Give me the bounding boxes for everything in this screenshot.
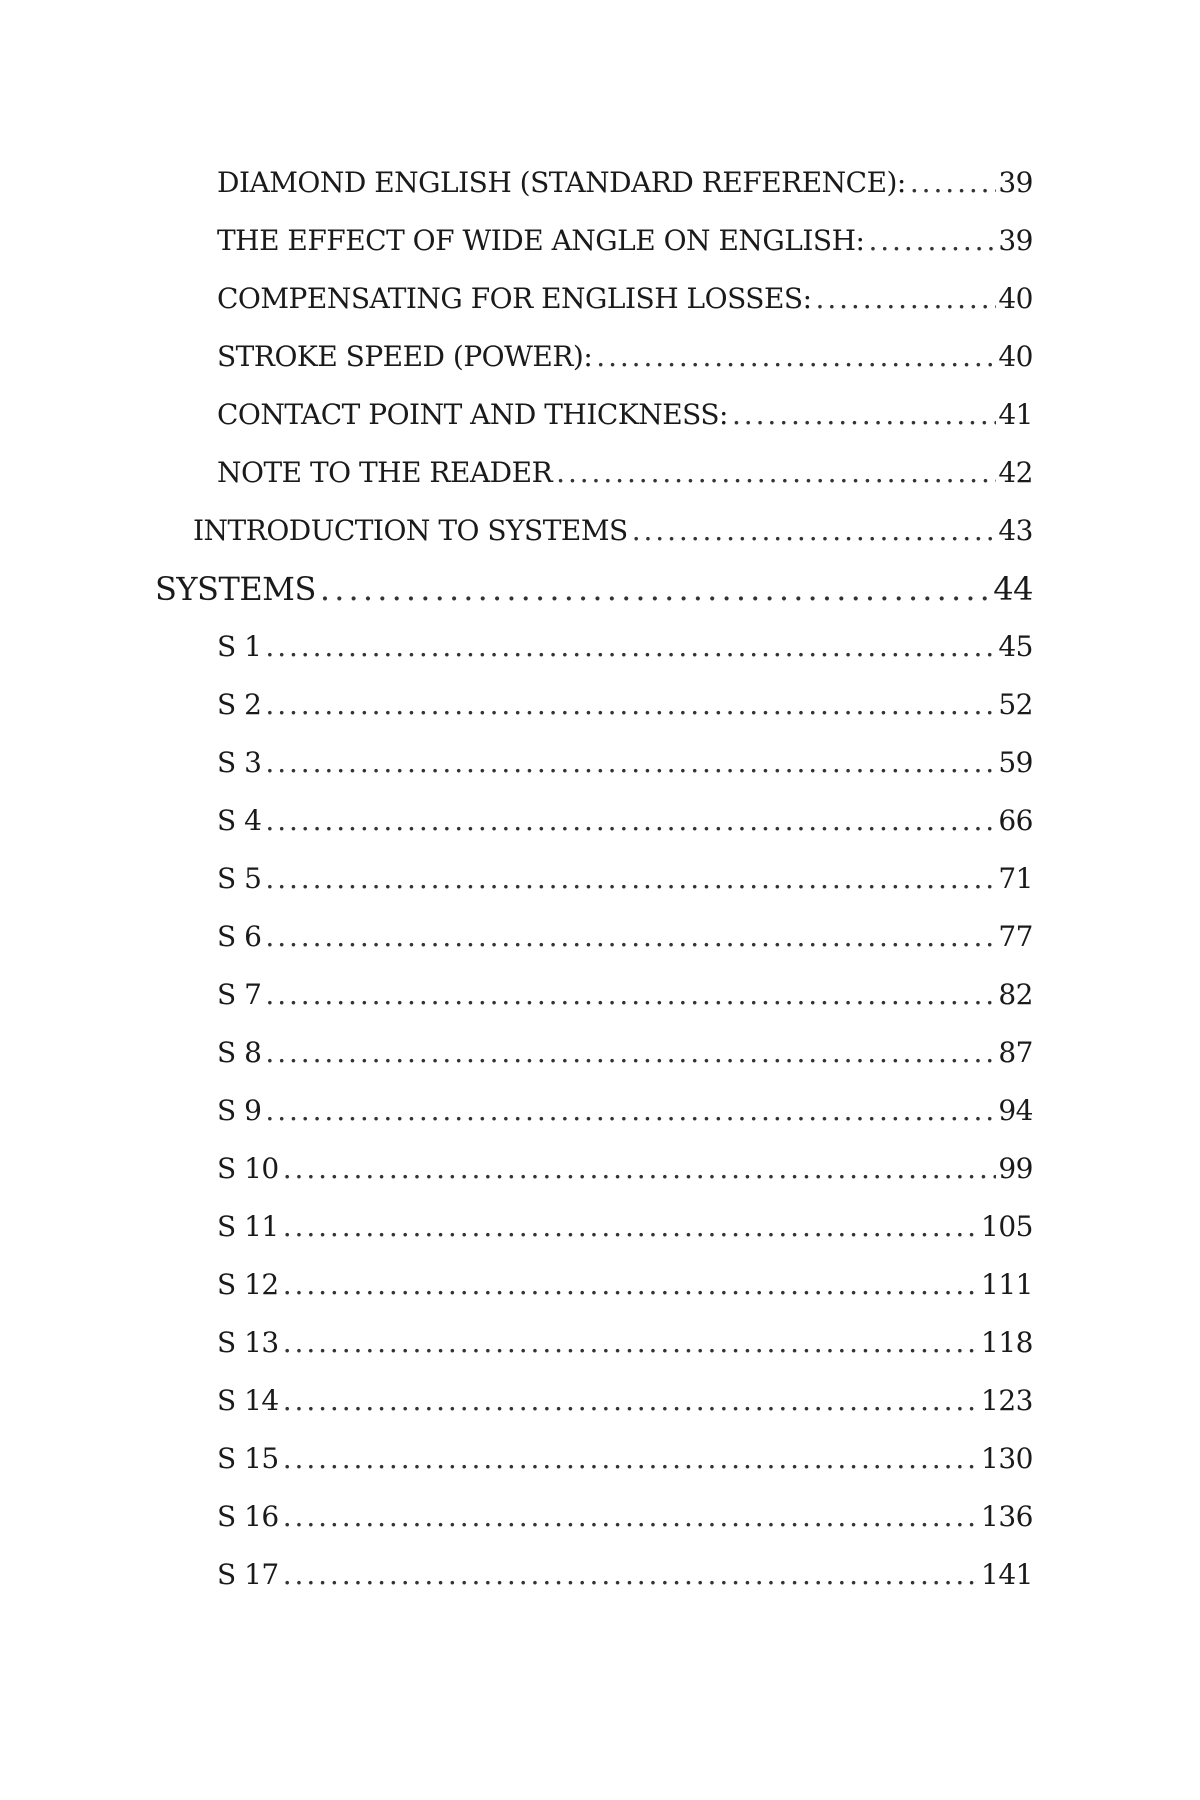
toc-entry-title: S 15 (217, 1442, 279, 1475)
toc-entry-systems[interactable] (155, 560, 1033, 618)
dot-leader (265, 618, 996, 676)
dot-leader (265, 734, 996, 792)
toc-entry-title: S 17 (217, 1558, 279, 1591)
toc-entry-title: S 4 (217, 804, 262, 837)
toc-entry-title: S 16 (217, 1500, 279, 1533)
toc-entry-wide-angle[interactable] (155, 212, 1033, 270)
dot-leader (556, 444, 996, 502)
toc-entry-page-number: 39 (998, 224, 1033, 257)
dot-leader (265, 850, 996, 908)
toc-entry-title: S 5 (217, 862, 262, 895)
toc-entry-page-number: 82 (998, 978, 1033, 1011)
dot-leader (265, 908, 996, 966)
dot-leader (265, 966, 996, 1024)
toc-entry-page-number: 99 (998, 1152, 1033, 1185)
dot-leader (283, 1314, 979, 1372)
toc-entry-title: S 10 (217, 1152, 279, 1185)
toc-entry-title: S 9 (217, 1094, 262, 1127)
toc-entry-title: S 14 (217, 1384, 279, 1417)
toc-entry-s12[interactable] (155, 1256, 1033, 1314)
toc-entry-diamond-english[interactable] (155, 154, 1033, 212)
toc-entry-page-number: 123 (981, 1384, 1033, 1417)
toc-entry-title: DIAMOND ENGLISH (STANDARD REFERENCE): (217, 166, 906, 199)
toc-entry-page-number: 136 (981, 1500, 1033, 1533)
toc-entry-page-number: 87 (998, 1036, 1033, 1069)
toc-entry-page-number: 77 (998, 920, 1033, 953)
dot-leader (283, 1430, 979, 1488)
toc-entry-s1[interactable] (155, 618, 1033, 676)
toc-entry-s4[interactable] (155, 792, 1033, 850)
dot-leader (320, 560, 991, 618)
toc-entry-s5[interactable] (155, 850, 1033, 908)
dot-leader (868, 212, 996, 270)
toc-entry-page-number: 42 (998, 456, 1033, 489)
toc-entry-s7[interactable] (155, 966, 1033, 1024)
toc-entry-title: STROKE SPEED (POWER): (217, 340, 593, 373)
toc-entry-title: INTRODUCTION TO SYSTEMS (193, 514, 628, 547)
toc-entry-s8[interactable] (155, 1024, 1033, 1082)
toc-entry-page-number: 130 (981, 1442, 1033, 1475)
toc-entry-s17[interactable] (155, 1546, 1033, 1604)
toc-entry-page-number: 40 (998, 282, 1033, 315)
dot-leader (283, 1140, 997, 1198)
dot-leader (265, 676, 996, 734)
toc-entry-s10[interactable] (155, 1140, 1033, 1198)
toc-entry-s16[interactable] (155, 1488, 1033, 1546)
toc-entry-stroke-speed[interactable] (155, 328, 1033, 386)
toc-entry-page-number: 141 (981, 1558, 1033, 1591)
toc-entry-s9[interactable] (155, 1082, 1033, 1140)
toc-entry-title: S 3 (217, 746, 262, 779)
dot-leader (283, 1198, 979, 1256)
toc-entry-page-number: 40 (998, 340, 1033, 373)
toc-entry-title: S 1 (217, 630, 262, 663)
toc-entry-s15[interactable] (155, 1430, 1033, 1488)
toc-entry-title: SYSTEMS (155, 570, 316, 608)
toc-entry-s2[interactable] (155, 676, 1033, 734)
dot-leader (632, 502, 997, 560)
toc-entry-title: CONTACT POINT AND THICKNESS: (217, 398, 728, 431)
toc-entry-s11[interactable] (155, 1198, 1033, 1256)
toc-entry-s3[interactable] (155, 734, 1033, 792)
dot-leader (596, 328, 996, 386)
toc-entry-page-number: 45 (998, 630, 1033, 663)
toc-entry-page-number: 39 (998, 166, 1033, 199)
toc-entry-title: S 2 (217, 688, 262, 721)
toc-entry-title: S 8 (217, 1036, 262, 1069)
dot-leader (283, 1546, 979, 1604)
dot-leader (265, 792, 996, 850)
toc-entry-page-number: 71 (998, 862, 1033, 895)
dot-leader (732, 386, 996, 444)
toc-entry-s6[interactable] (155, 908, 1033, 966)
toc-entry-title: NOTE TO THE READER (217, 456, 553, 489)
toc-entry-contact-point[interactable] (155, 386, 1033, 444)
dot-leader (265, 1024, 996, 1082)
toc-entry-page-number: 41 (998, 398, 1033, 431)
toc-entry-page-number: 105 (981, 1210, 1033, 1243)
toc-entry-title: S 13 (217, 1326, 279, 1359)
toc-entry-page-number: 44 (993, 570, 1033, 608)
toc-entry-intro-systems[interactable] (155, 502, 1033, 560)
toc-entry-s13[interactable] (155, 1314, 1033, 1372)
toc-entry-page-number: 111 (981, 1268, 1033, 1301)
toc-entry-page-number: 94 (998, 1094, 1033, 1127)
toc-entry-s14[interactable] (155, 1372, 1033, 1430)
toc-entry-title: S 11 (217, 1210, 279, 1243)
dot-leader (283, 1488, 979, 1546)
toc-entry-title: S 6 (217, 920, 262, 953)
toc-entry-title: S 12 (217, 1268, 279, 1301)
dot-leader (910, 154, 996, 212)
toc-entry-page-number: 59 (998, 746, 1033, 779)
toc-entry-title: COMPENSATING FOR ENGLISH LOSSES: (217, 282, 812, 315)
dot-leader (283, 1256, 979, 1314)
table-of-contents (155, 154, 1033, 1604)
toc-entry-page-number: 52 (998, 688, 1033, 721)
toc-entry-title: THE EFFECT OF WIDE ANGLE ON ENGLISH: (217, 224, 865, 257)
toc-entry-note-to-reader[interactable] (155, 444, 1033, 502)
toc-entry-page-number: 43 (998, 514, 1033, 547)
dot-leader (265, 1082, 996, 1140)
toc-entry-page-number: 66 (998, 804, 1033, 837)
dot-leader (283, 1372, 979, 1430)
toc-entry-title: S 7 (217, 978, 262, 1011)
dot-leader (816, 270, 997, 328)
toc-entry-compensating[interactable] (155, 270, 1033, 328)
toc-entry-page-number: 118 (981, 1326, 1033, 1359)
